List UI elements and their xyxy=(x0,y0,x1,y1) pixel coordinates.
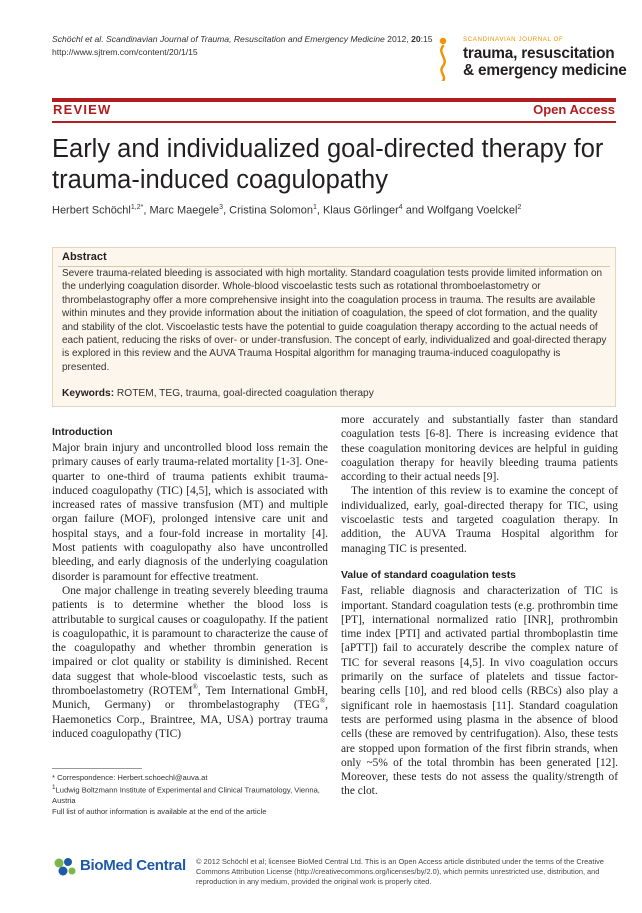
footnote-rule xyxy=(52,768,142,769)
keywords-list: ROTEM, TEG, trauma, goal-directed coagulation therapy xyxy=(114,388,374,399)
biomed-central-logo-icon xyxy=(53,857,77,877)
author-list xyxy=(52,204,521,217)
article-title: Early and individualized goal-directed therapy for trauma-induced coagulopathy xyxy=(52,135,604,194)
review-bar-bottom-rule xyxy=(52,121,616,123)
affiliation-footnote xyxy=(52,783,332,806)
author-affiliation: 2 xyxy=(517,204,522,211)
journal-logo-icon xyxy=(434,37,452,81)
author-name: , Cristina Solomon xyxy=(223,204,313,217)
affiliation-text: Ludwig Boltzmann Institute of Experimental and Clinical Traumatology, Vienna, Austria xyxy=(52,785,320,806)
body-paragraph: more accurately and substantially faster than standard coagulation tests [6-8]. There is increasing evidence that these coagulation monitoring devices are helpful in guiding coagulation therapy for heavily bleeding trauma patients according to their actual needs [9]. xyxy=(341,414,618,484)
article-type-label: REVIEW xyxy=(53,102,112,117)
author-affiliation: 3 xyxy=(219,204,224,211)
body-text-run: , Haemonetics Corp., Braintree, MA, USA) portray trauma induced coagulopathy (TIC) xyxy=(52,699,328,740)
body-column-right xyxy=(341,413,618,799)
review-bar-top-rule xyxy=(52,98,616,102)
author-info-footnote: Full list of author information is available at the end of the article xyxy=(52,806,267,816)
author-affiliation: 4 xyxy=(398,204,403,211)
citation-journal: Schöchl et al. Scandinavian Journal of Trauma, Resuscitation and Emergency Medicine xyxy=(52,34,385,44)
section-heading-value-of-standard-tests: Value of standard coagulation tests xyxy=(341,569,516,581)
body-paragraph: The intention of this review is to examine the concept of individualized, early, goal-directed therapy for TIC, using viscoelastic tests and targeted coagulation therapy. In addition, the AUVA Trauma Hospital algorithm for managing TIC is presented. xyxy=(341,485,618,555)
author-name: and Wolfgang Voelckel xyxy=(402,204,518,217)
body-text-run: One major challenge in treating severely bleeding trauma patients is to determine whether the blood loss is attributable to surgical causes or coagulopathy. If the patient is coagulopathic, it is paramount to characterize the cause of the coagulopathy and whether thrombin generation is impaired or clot quality or stability is diminished. Recent data suggest that whole-blood viscoelastic tests, such as thromboelastometry (ROTEM xyxy=(52,584,328,698)
footnotes xyxy=(52,773,332,817)
citation-year: 2012, xyxy=(384,34,412,44)
keywords-line xyxy=(62,388,374,399)
registered-mark: ® xyxy=(192,683,198,692)
citation-volume: 20 xyxy=(411,34,421,44)
registered-mark: ® xyxy=(319,697,326,706)
author-affiliation: 1,2* xyxy=(130,204,144,211)
body-column-left xyxy=(52,441,328,741)
correspondence-footnote[interactable]: * Correspondence: Herbert.schoechl@auva.at xyxy=(52,773,208,782)
author-name: , Marc Maegele xyxy=(143,204,220,217)
open-access-label: Open Access xyxy=(533,102,615,117)
article-url[interactable]: http://www.sjtrem.com/content/20/1/15 xyxy=(52,47,198,57)
journal-logo-line2: & emergency medicine xyxy=(463,62,627,79)
author-affiliation: 1 xyxy=(312,204,317,211)
body-paragraph xyxy=(52,584,328,741)
copyright-notice: © 2012 Schöchl et al; licensee BioMed Central Ltd. This is an Open Access article distributed under the terms of the Creative Commons Attribution License (http://creativecommons.org/licenses/by/2.0), which permits unrestricted use, distribution, and reproduction in any medium, provided the original work is properly cited. xyxy=(196,857,604,886)
running-header-citation xyxy=(52,34,433,44)
affiliation-number: 1 xyxy=(52,784,56,792)
author-name: , Klaus Görlinger xyxy=(316,204,399,217)
abstract-heading: Abstract xyxy=(62,251,107,263)
publisher-logo-text: BioMed Central xyxy=(80,857,186,874)
citation-pages: :15 xyxy=(420,34,433,44)
abstract-text: Severe trauma-related bleeding is associated with high mortality. Standard coagulation tests provide limited information on the underlying coagulation disorder. Whole-blood viscoelastic tests such as rotational thromboelastometry or thrombelastography offer a more comprehensive insight into the coagulation process in trauma. The results are available within minutes and they provide information about the initiation of coagulation, the speed of clot formation, and the quality and stability of the clot. Viscoelastic tests have the potential to guide coagulation therapy according to the actual needs of each patient, reducing the risks of over- or under-transfusion. The concept of early, individualized and goal-directed therapy is explored in this review and the AUVA Trauma Hospital algorithm for managing trauma-induced coagulopathy is presented. xyxy=(62,268,607,373)
body-paragraph: Major brain injury and uncontrolled blood loss remain the primary causes of early trauma-related mortality [1-3]. One-quarter to one-third of trauma patients exhibit trauma-induced coagulopathy (TIC) [4,5], which is associated with increased rates of massive transfusion (MT) and multiple organ failure (MOF), prolonged intensive care unit and hospital stays, and a four-fold increase in mortality [4]. Most patients with coagulopathy also have uncontrolled bleeding, and early diagnosis of the underlying coagulation disorder is paramount for effective treatment. xyxy=(52,442,328,583)
body-paragraph: Fast, reliable diagnosis and characterization of TIC is important. Standard coagulation tests (e.g. prothrombin time [PT], international normalized ratio [INR], prothrombin time index [PTI] and activated partial thromboplastin time [aPTT]) fail to accurately describe the complex nature of TIC for several reasons [4,5]. In vivo coagulation occurs primarily on the surface of platelets and tissue factor-bearing cells [10], and red blood cells (RBCs) also play a significant role in haemostasis [11]. Standard coagulation tests are performed using plasma in the absence of blood cells (these are removed by centrifugation). Also, these tests are stopped upon formation of the first fibrin strands, when only ~5% of the total thrombin has been generated [12]. Moreover, these tests do not assess the quality/strength of the clot. xyxy=(341,585,618,798)
keywords-label: Keywords: xyxy=(62,388,115,399)
section-heading-introduction: Introduction xyxy=(52,427,113,438)
journal-logo-line1: trauma, resuscitation xyxy=(463,45,615,62)
body-text-run: , Tem International GmbH, Munich, Germany) or thrombelastography (TEG xyxy=(52,685,329,712)
journal-logo-subtitle: SCANDINAVIAN JOURNAL OF xyxy=(463,36,564,43)
author-name: Herbert Schöchl xyxy=(52,204,131,217)
